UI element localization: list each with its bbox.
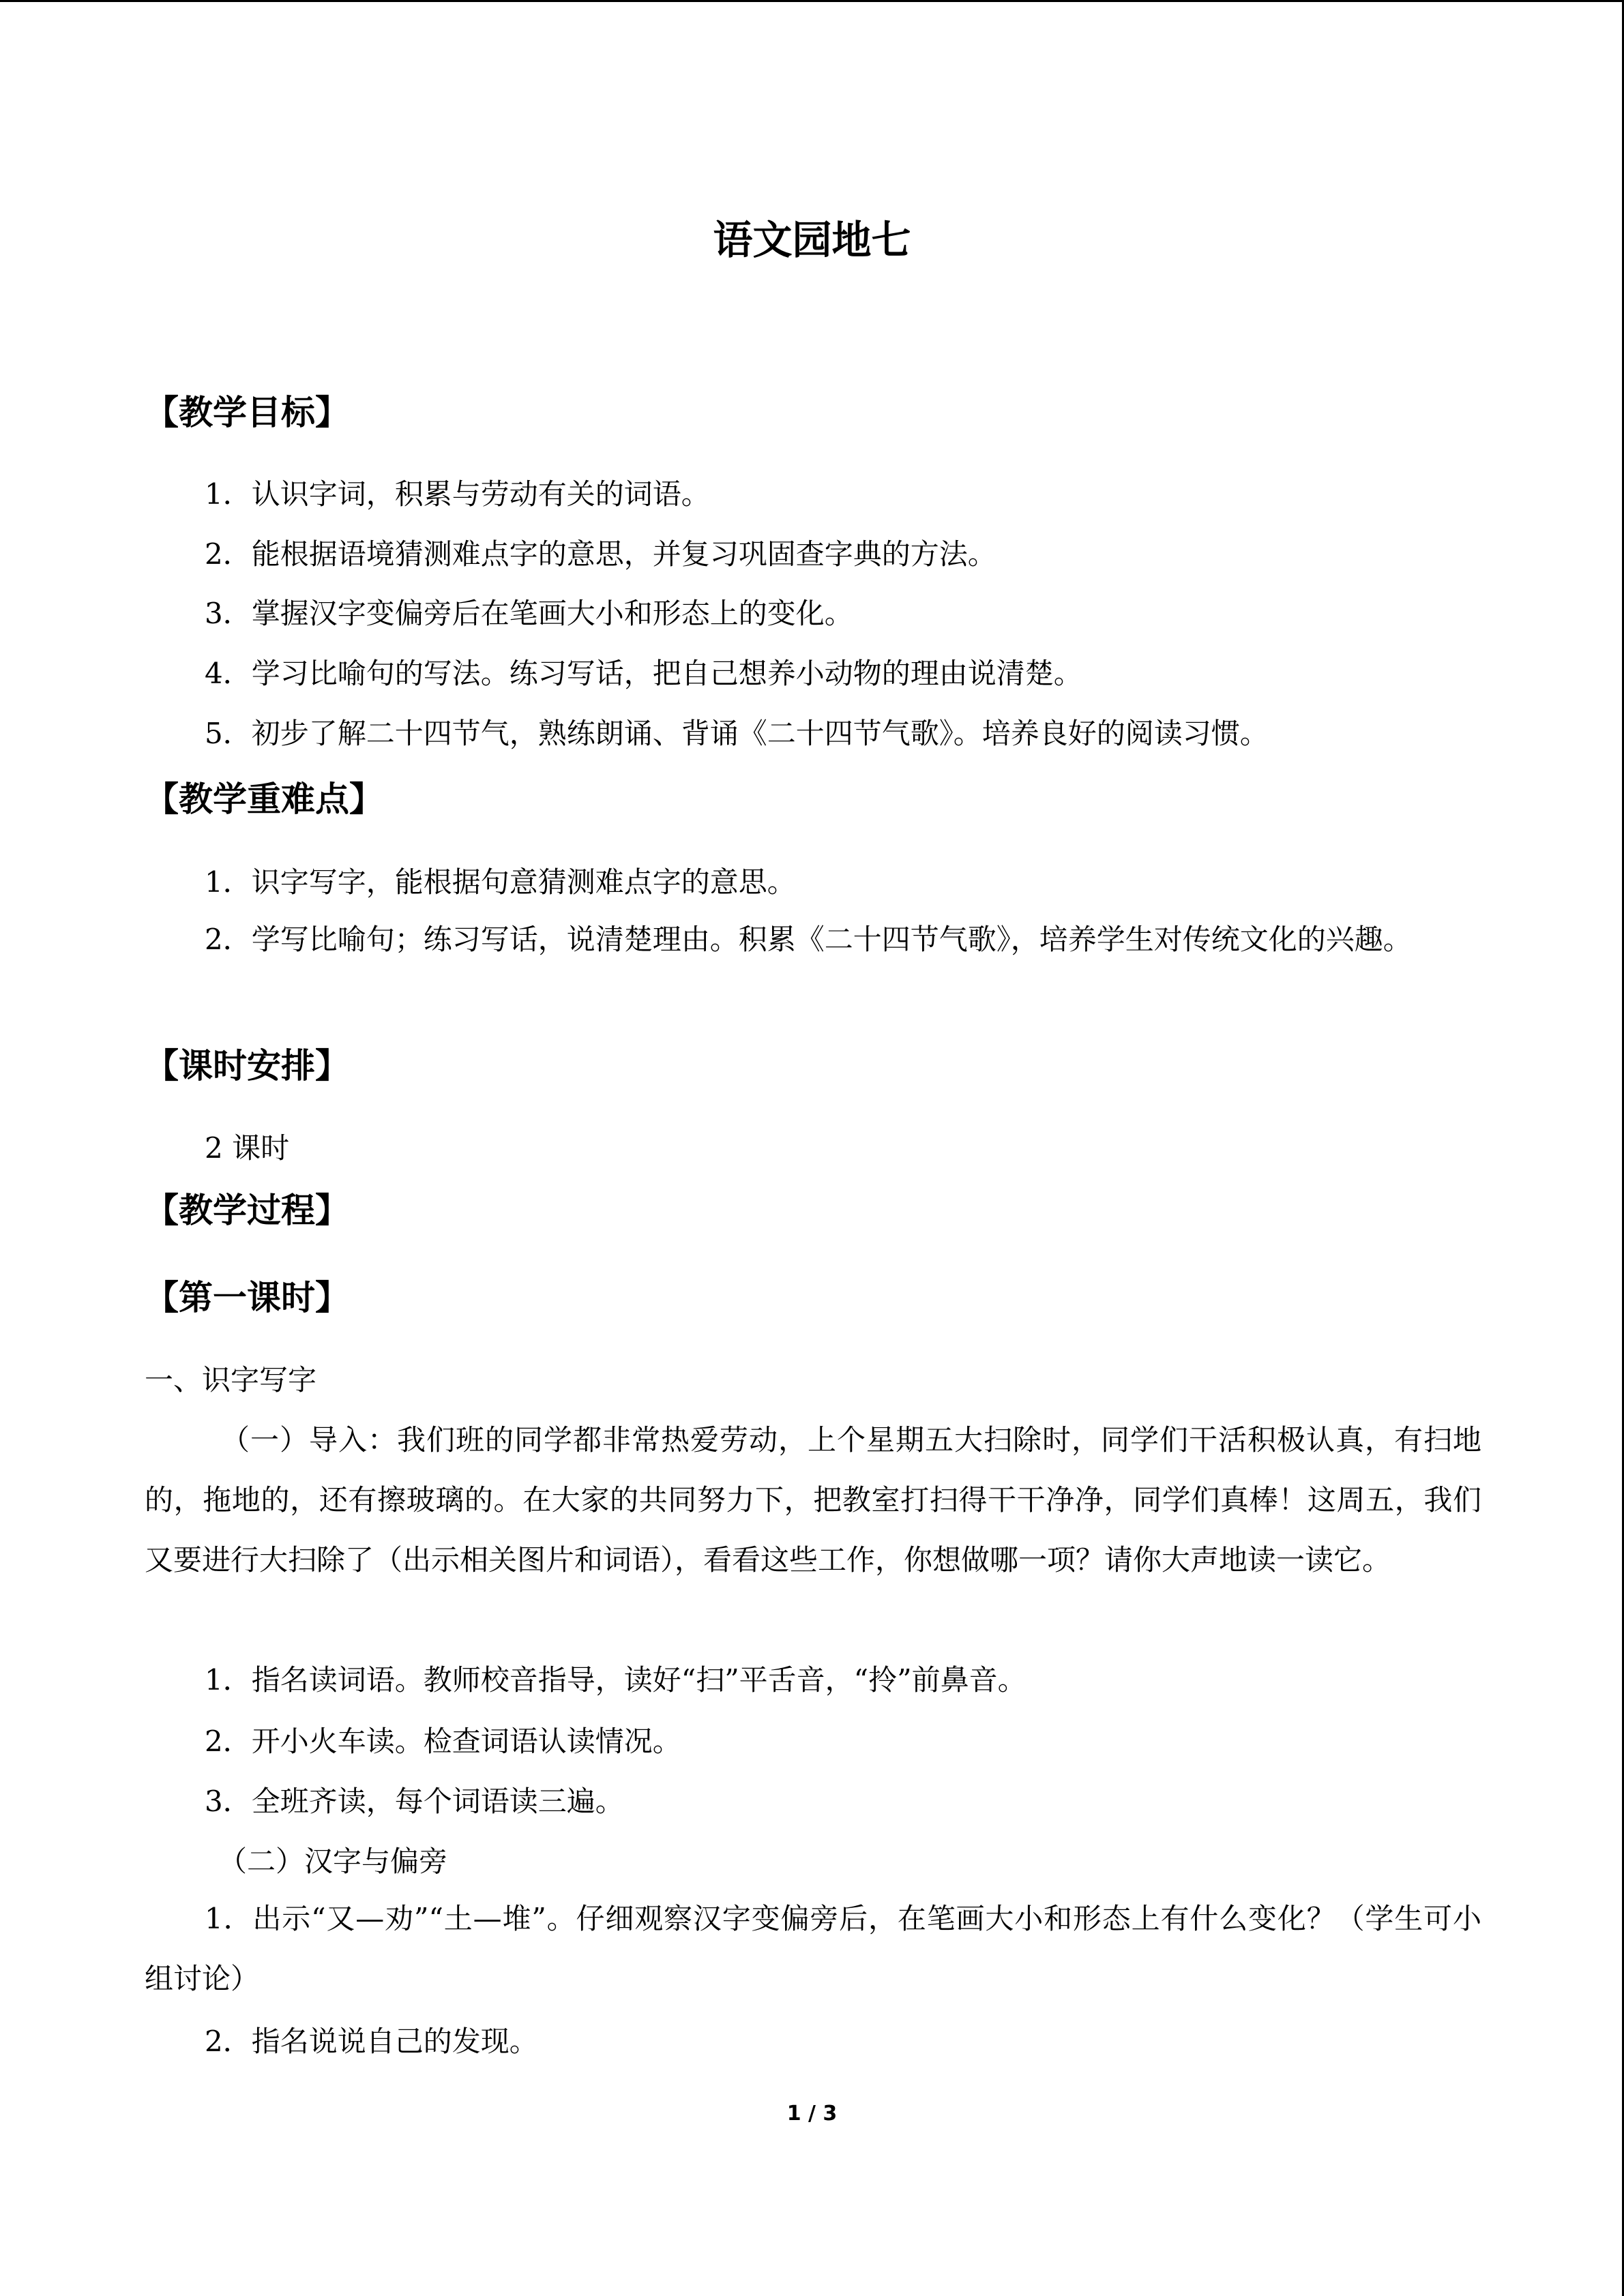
step-item-3: 3．全班齐读，每个词语读三遍。 bbox=[205, 1785, 624, 1818]
step-item-2: 2．开小火车读。检查词语认读情况。 bbox=[205, 1725, 681, 1758]
section1-title: 一、识字写字 bbox=[145, 1363, 317, 1397]
document-title: 语文园地七 bbox=[713, 217, 911, 263]
goal-item-3: 3．掌握汉字变偏旁后在笔画大小和形态上的变化。 bbox=[205, 597, 853, 630]
lesson1-intro: （一）导入：我们班的同学都非常热爱劳动，上个星期五大扫除时，同学们干活积极认真，有扫地的，拖地的，还有擦玻璃的。在大家的共同努力下，把教室打扫得干干净净，同学们真棒！这周五，我们又要进行大扫除了（出示相关图片和词语），看看这些工作，你想做哪一项？请你大声地读一读它。 bbox=[145, 1423, 1481, 1577]
schedule-value: 2 课时 bbox=[205, 1131, 290, 1165]
process-heading: 【教学过程】 bbox=[145, 1191, 349, 1230]
goal-item-5: 5．初步了解二十四节气，熟练朗诵、背诵《二十四节气歌》。培养良好的阅读习惯。 bbox=[205, 717, 1269, 750]
key-point-item-2: 2．学写比喻句；练习写话，说清楚理由。积累《二十四节气歌》，培养学生对传统文化的兴趣。 bbox=[205, 923, 1412, 956]
section2-item-1: 1．出示“又—劝”“土—堆”。仔细观察汉字变偏旁后，在笔画大小和形态上有什么变化？（学生可小组讨论） bbox=[145, 1902, 1481, 1995]
goal-item-4: 4．学习比喻句的写法。练习写话，把自己想养小动物的理由说清楚。 bbox=[205, 657, 1082, 690]
section2-item-2: 2．指名说说自己的发现。 bbox=[205, 2025, 538, 2058]
page-number: 1 / 3 bbox=[786, 2102, 838, 2126]
goals-heading: 【教学目标】 bbox=[145, 393, 349, 432]
page-top-border bbox=[0, 0, 1624, 2]
schedule-heading: 【课时安排】 bbox=[145, 1046, 349, 1086]
key-point-item-1: 1．识字写字，能根据句意猜测难点字的意思。 bbox=[205, 865, 796, 899]
step-item-1: 1．指名读词语。教师校音指导，读好“扫”平舌音，“拎”前鼻音。 bbox=[205, 1663, 1027, 1697]
section2-title: （二）汉字与偏旁 bbox=[218, 1845, 448, 1878]
key-points-heading: 【教学重难点】 bbox=[145, 779, 383, 819]
goal-item-2: 2．能根据语境猜测难点字的意思，并复习巩固查字典的方法。 bbox=[205, 537, 996, 571]
lesson1-heading: 【第一课时】 bbox=[145, 1278, 349, 1317]
goal-item-1: 1．认识字词，积累与劳动有关的词语。 bbox=[205, 477, 710, 511]
